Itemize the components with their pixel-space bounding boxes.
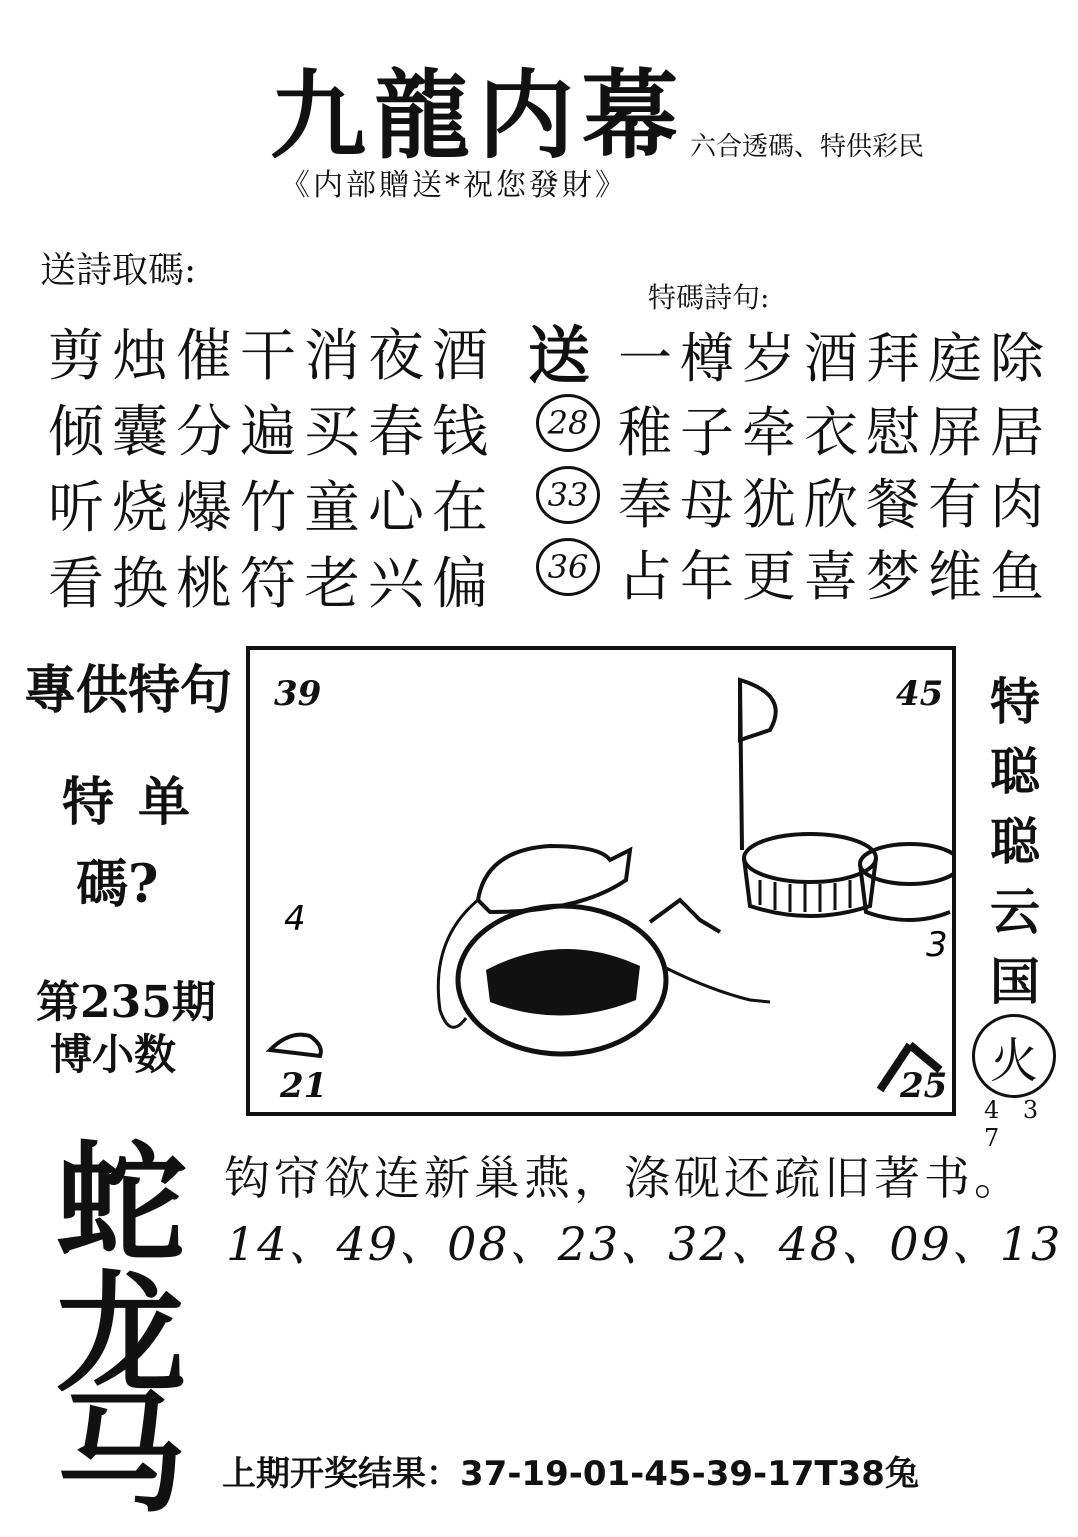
special-line-1: 一樽岁酒拜庭除: [618, 327, 1052, 390]
right-char-2: 聪: [990, 742, 1040, 801]
zodiac-char-2: 龙: [56, 1257, 187, 1410]
mark-left: 4: [284, 899, 306, 939]
poem-line-1: 剪烛催干消夜酒: [48, 324, 496, 389]
special-single-label: 特单: [62, 772, 215, 833]
corner-top-right: 45: [896, 674, 944, 714]
poem-line-3: 听烧爆竹童心在: [48, 476, 496, 541]
corner-top-left: 39: [274, 674, 322, 714]
special-line-4: 占年更喜梦维鱼: [618, 545, 1052, 608]
illustration-frame: [246, 646, 956, 1116]
right-char-3: 聪: [990, 812, 1040, 871]
corner-bottom-right: 25: [900, 1066, 948, 1106]
period-label: 第235期: [36, 977, 216, 1028]
code-question-label: 碼?: [76, 854, 159, 915]
header-note: 六合透碼、特供彩民: [690, 132, 925, 162]
special-offer-label: 專供特句: [24, 660, 233, 721]
corner-bottom-left: 21: [280, 1066, 328, 1106]
special-heading: 特碼詩句:: [648, 281, 770, 314]
zodiac-char-3: 马: [56, 1377, 187, 1530]
special-line-2: 稚子牵衣慰屏居: [618, 401, 1052, 464]
special-line-3: 奉母犹欣餐有肉: [618, 473, 1052, 536]
header-subtitle: 《内部贈送*祝您發財》: [280, 168, 628, 203]
number-circle: 33: [536, 466, 600, 524]
poem-line-2: 倾囊分遍买春钱: [48, 400, 496, 465]
send-mark: 送: [528, 319, 591, 392]
last-result: 上期开奖结果：37-19-01-45-39-17T38兔: [222, 1454, 919, 1494]
page-title: 九龍内幕: [270, 59, 686, 172]
tiny-digits: 4 3 7: [984, 1096, 1047, 1152]
right-char-4: 云: [990, 882, 1040, 941]
poem-heading: 送詩取碼:: [40, 250, 197, 291]
number-circle: 36: [536, 538, 600, 596]
zodiac-char-1: 蛇: [56, 1127, 187, 1280]
poem-line-4: 看换桃符老兴偏: [48, 552, 496, 617]
right-char-1: 特: [990, 672, 1040, 731]
rat-watermelon-illustration: [250, 650, 952, 1112]
fire-element-circle: 火: [972, 1014, 1056, 1098]
number-circle: 28: [536, 394, 600, 452]
period-sub-label: 博小数: [50, 1030, 177, 1079]
right-char-5: 国: [990, 952, 1040, 1011]
verse-line: 钩帘欲连新巢燕，涤砚还疏旧著书。: [224, 1151, 1024, 1205]
mark-right: 3: [926, 925, 948, 965]
number-list: 14、49、08、23、32、48、09、13: [226, 1217, 1063, 1271]
